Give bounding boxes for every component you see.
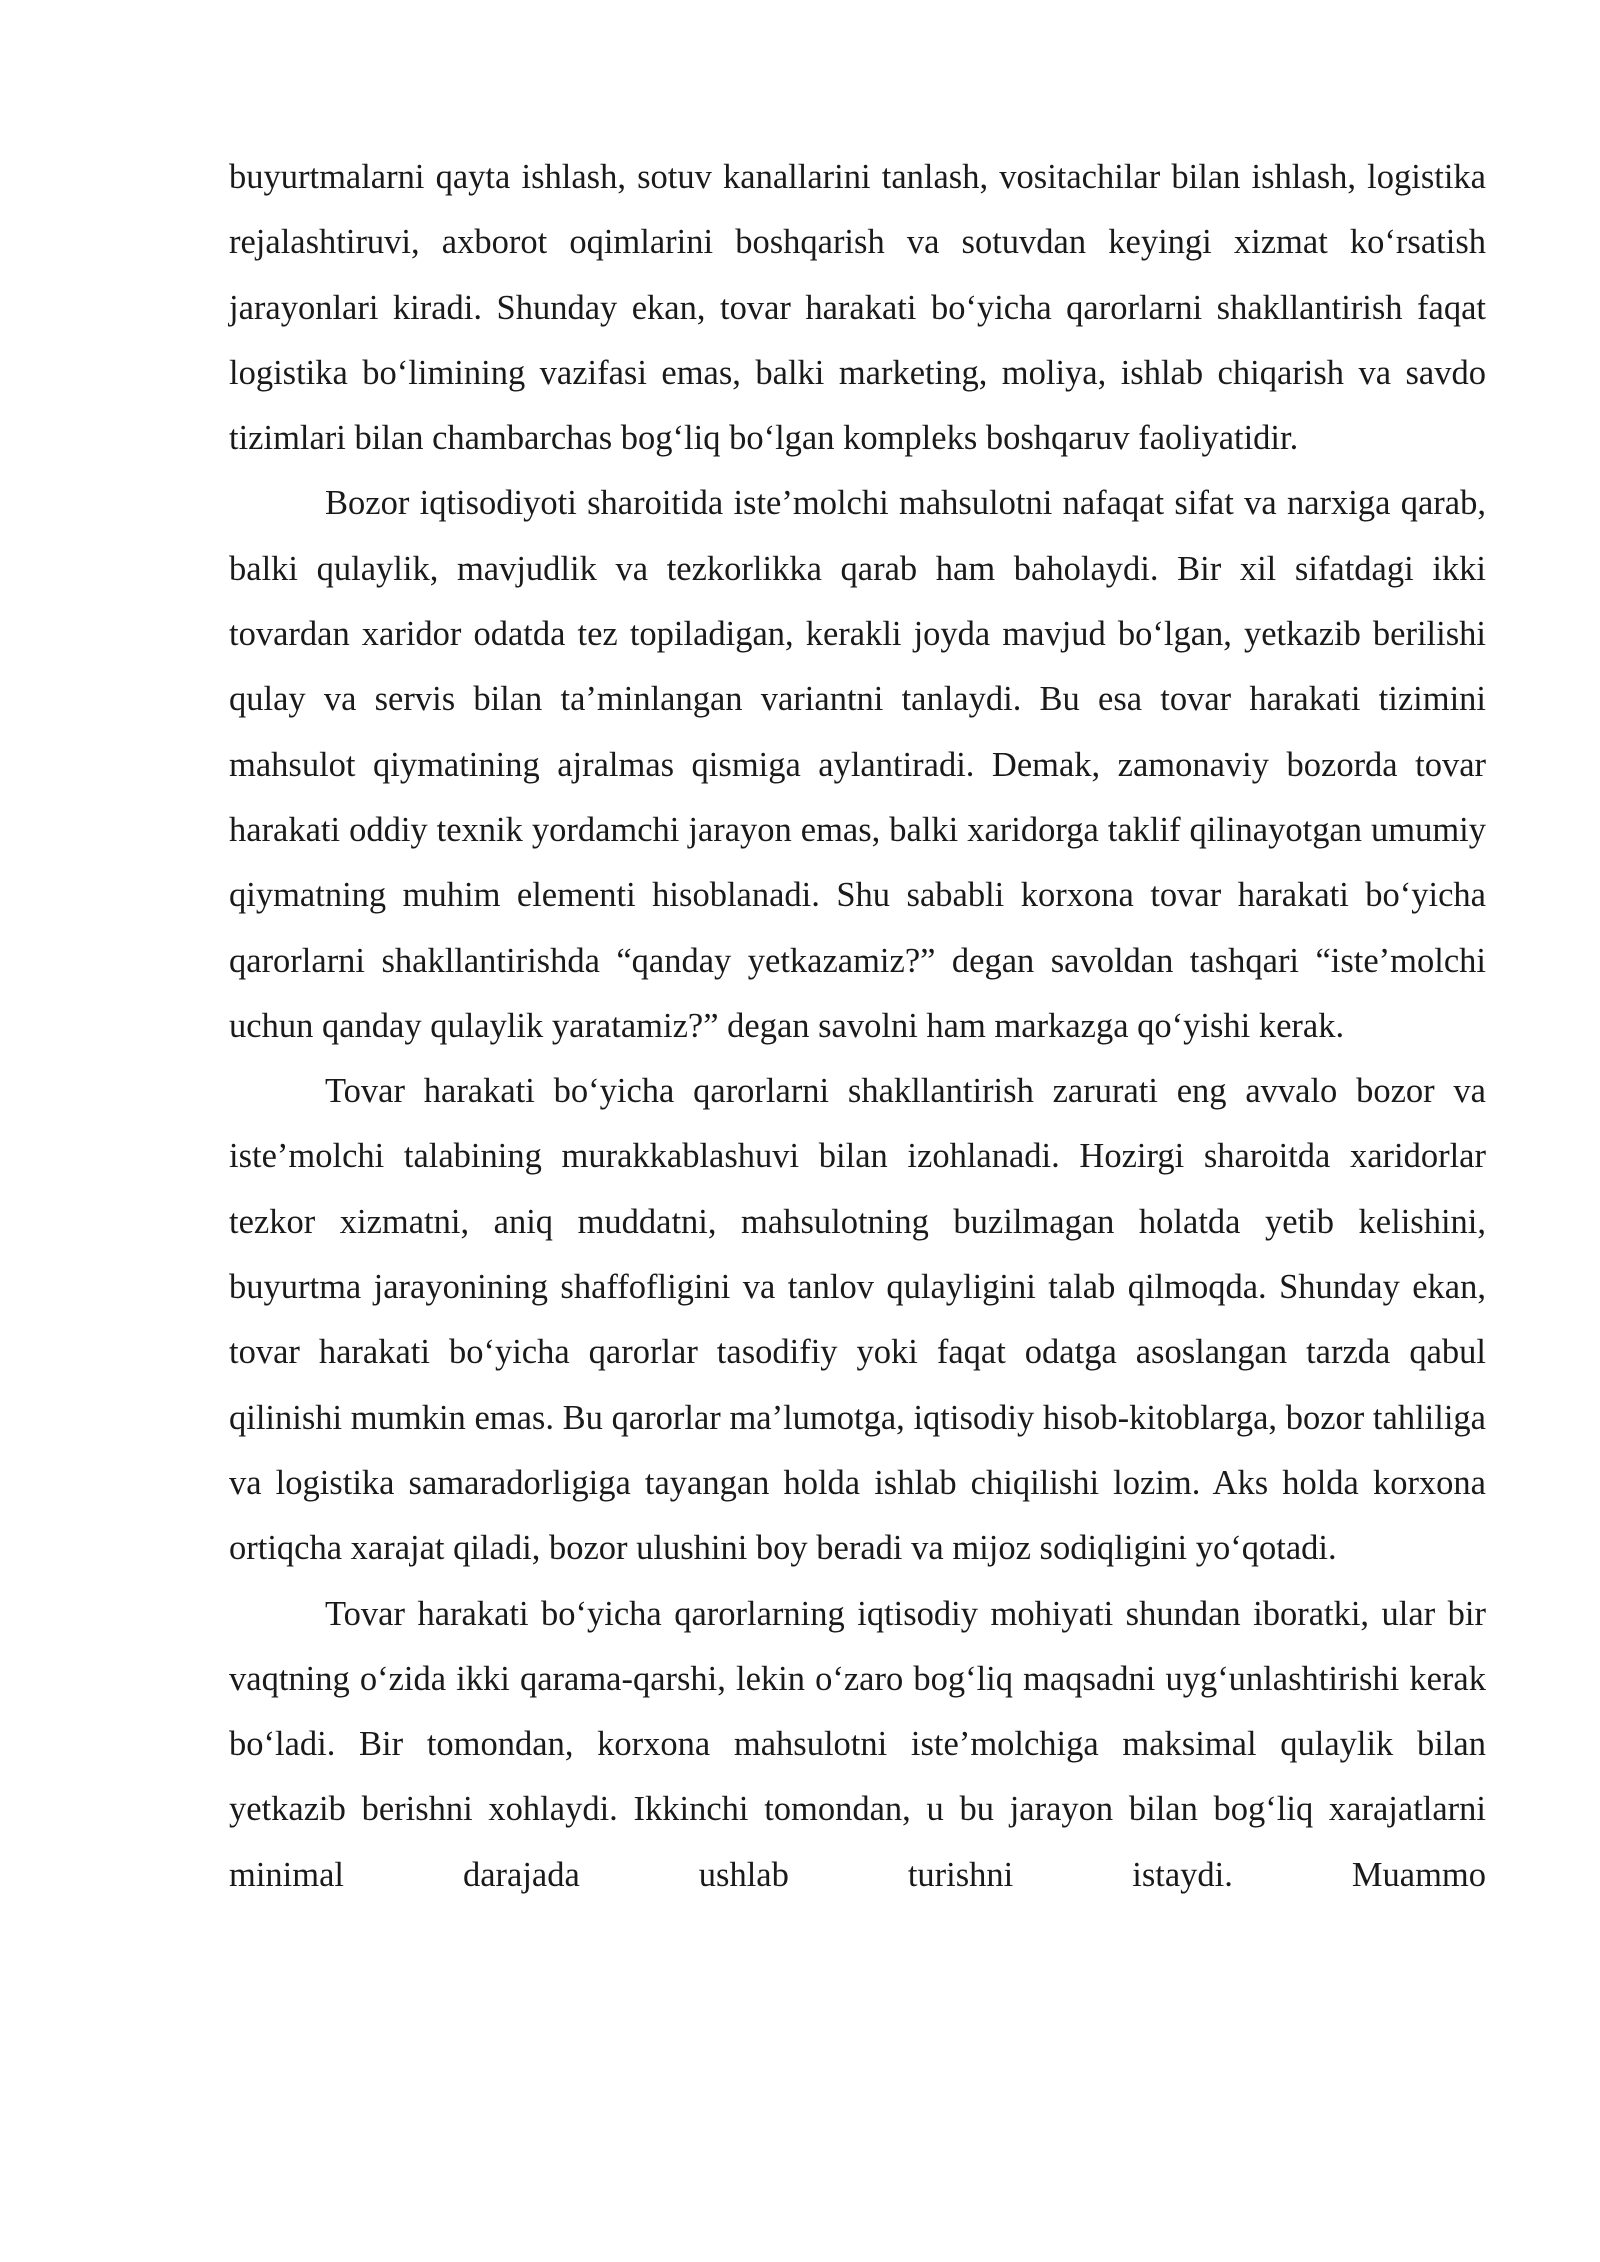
paragraph-consumer-value: Bozor iqtisodiyoti sharoitida iste’molchi mahsulotni nafaqat sifat va narxiga qarab, balki qulaylik, mavjudlik va tezkorlikka qarab ham baholaydi. Bir xil sifatdagi ikki tovardan xaridor odatda tez topiladigan, kerakli joyda mavjud bo‘lgan, yetkazib berilishi qulay va servis bilan ta’minlangan variantni tanlaydi. Bu esa tovar harakati tizimini mahsulot qiymatining ajralmas qismiga aylantiradi. Demak, zamonaviy bozorda tovar harakati oddiy texnik yordamchi jarayon emas, balki xaridorga taklif qilinayotgan umumiy qiymatning muhim elementi hisoblanadi. Shu sababli korxona tovar harakati bo‘yicha qarorlarni shakllantirishda “qanday yetkazamiz?” degan savoldan tashqari “iste’molchi uchun qanday qulaylik yaratamiz?” degan savolni ham markazga qo‘yishi kerak. — [229, 484, 1486, 1045]
paragraph-decision-necessity: Tovar harakati bo‘yicha qarorlarni shakllantirish zarurati eng avvalo bozor va iste’molchi talabining murakkablashuvi bilan izohlanadi. Hozirgi sharoitda xaridorlar tezkor xizmatni, aniq muddatni, mahsulotning buzilmagan holatda yetib kelishini, buyurtma jarayonining shaffofligini va tanlov qulayligini talab qilmoqda. Shunday ekan, tovar harakati bo‘yicha qarorlar tasodifiy yoki faqat odatga asoslangan tarzda qabul qilinishi mumkin emas. Bu qarorlar ma’lumotga, iqtisodiy hisob-kitoblarga, bozor tahliliga va logistika samaradorligiga tayangan holda ishlab chiqilishi lozim. Aks holda korxona ortiqcha xarajat qiladi, bozor ulushini boy beradi va mijoz sodiqligini yo‘qotadi. — [229, 1072, 1486, 1568]
body-text — [229, 145, 1486, 1908]
paragraph-economic-essence: Tovar harakati bo‘yicha qarorlarning iqtisodiy mohiyati shundan iboratki, ular bir vaqtning o‘zida ikki qarama-qarshi, lekin o‘zaro bog‘liq maqsadni uyg‘unlashtirishi kerak bo‘ladi. Bir tomondan, korxona mahsulotni iste’molchiga maksimal qulaylik bilan yetkazib berishni xohlaydi. Ikkinchi tomondan, u bu jarayon bilan bog‘liq xarajatlarni minimal darajada ushlab turishni istaydi. Muammo — [229, 1594, 1486, 1894]
paragraph-continued: buyurtmalarni qayta ishlash, sotuv kanallarini tanlash, vositachilar bilan ishlash, logistika rejalashtiruvi, axborot oqimlarini boshqarish va sotuvdan keyingi xizmat ko‘rsatish jarayonlari kiradi. Shunday ekan, tovar harakati bo‘yicha qarorlarni shakllantirish faqat logistika bo‘limining vazifasi emas, balki marketing, moliya, ishlab chiqarish va savdo tizimlari bilan chambarchas bog‘liq bo‘lgan kompleks boshqaruv faoliyatidir. — [229, 158, 1486, 458]
